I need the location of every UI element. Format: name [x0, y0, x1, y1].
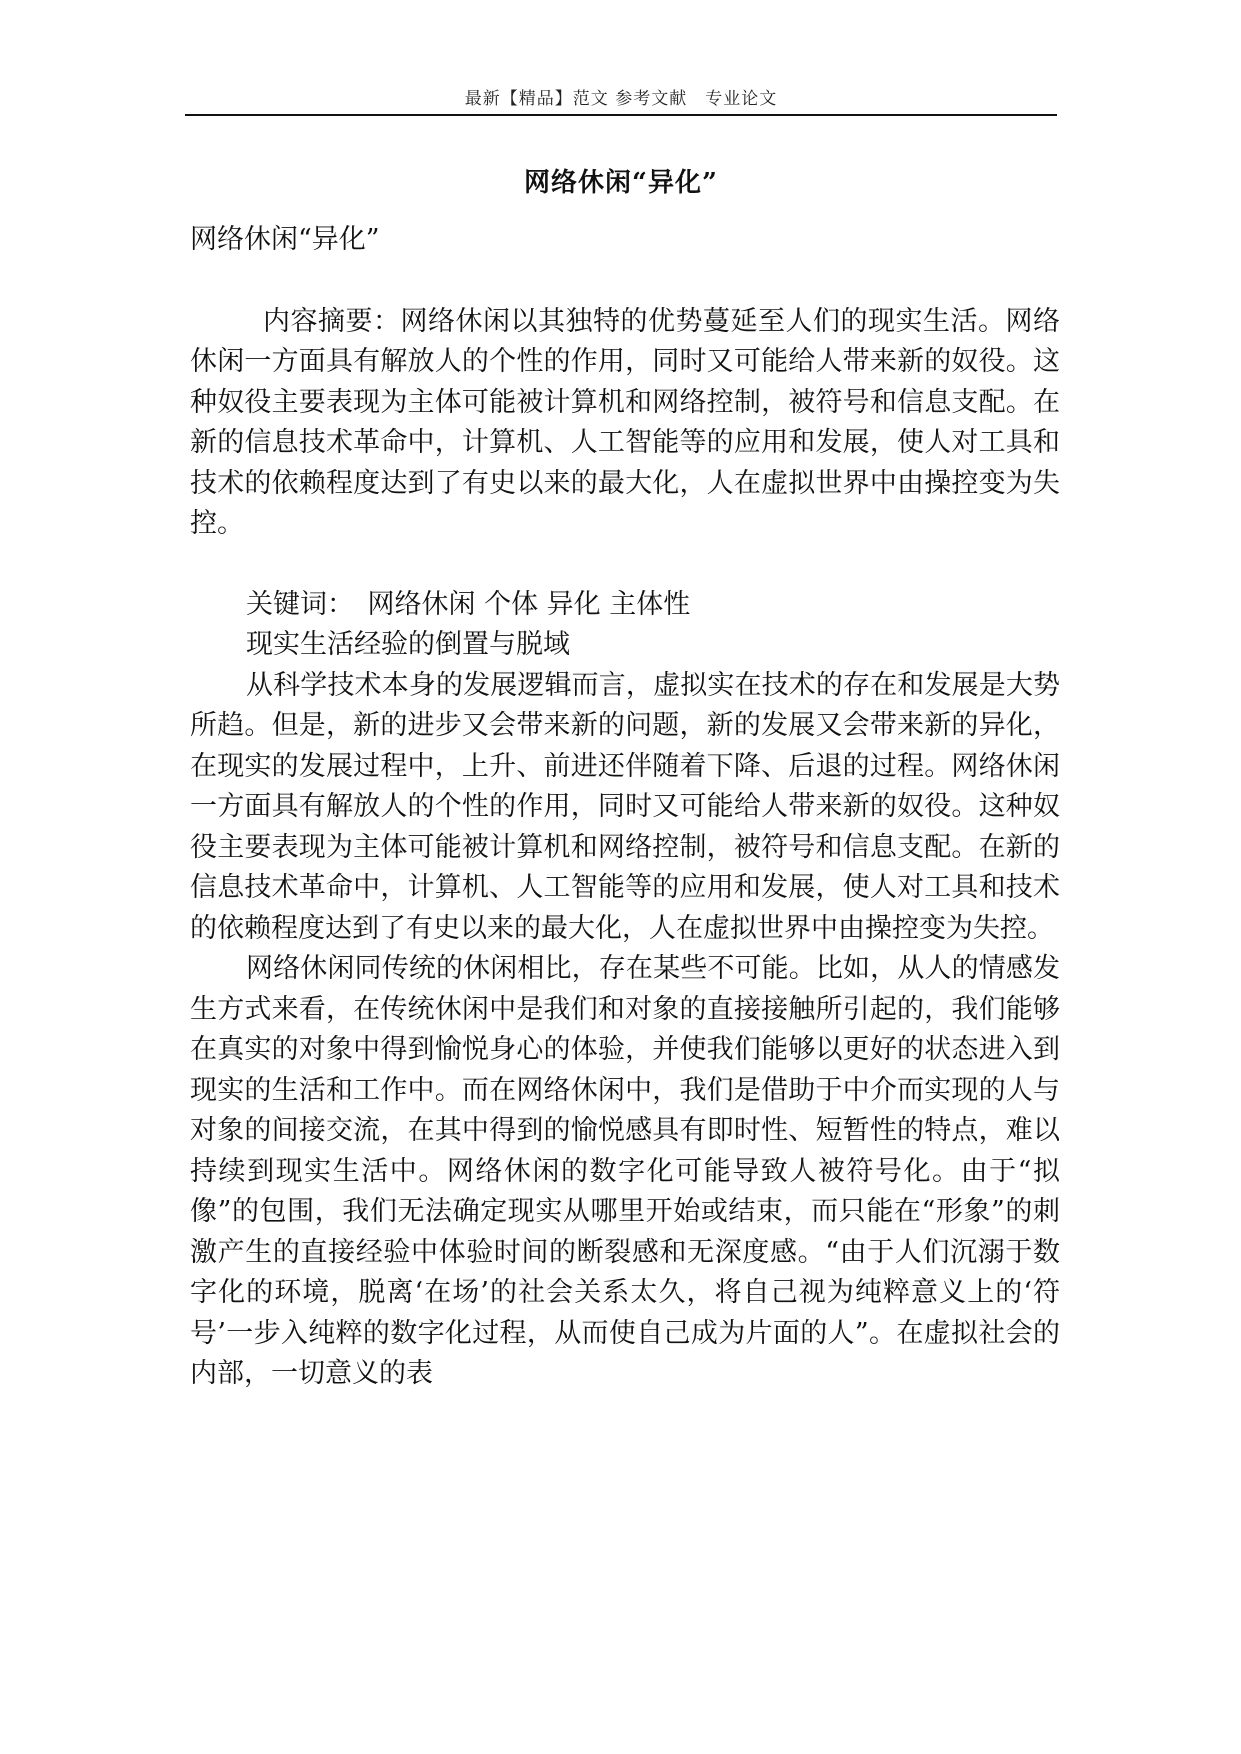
document-subtitle: 网络休闲“异化”: [190, 224, 380, 255]
abstract-paragraph: 内容摘要：网络休闲以其独特的优势蔓延至人们的现实生活。网络休闲一方面具有解放人的个性的作用，同时又可能给人带来新的奴役。这种奴役主要表现为主体可能被计算机和网络控制，被符号和信息支配。在新的信息技术革命中，计算机、人工智能等的应用和发展，使人对工具和技术的依赖程度达到了有史以来的最大化，人在虚拟世界中由操控变为失控。: [190, 305, 1060, 539]
section-heading: 现实生活经验的倒置与脱域: [246, 629, 570, 660]
header-divider: [185, 114, 1057, 116]
body-paragraph: 从科学技术本身的发展逻辑而言，虚拟实在技术的存在和发展是大势所趋。但是，新的进步又会带来新的问题，新的发展又会带来新的异化，在现实的发展过程中，上升、前进还伴随着下降、后退的过程。网络休闲一方面具有解放人的个性的作用，同时又可能给人带来新的奴役。这种奴役主要表现为主体可能被计算机和网络控制，被符号和信息支配。在新的信息技术革命中，计算机、人工智能等的应用和发展，使人对工具和技术的依赖程度达到了有史以来的最大化，人在虚拟世界中由操控变为失控。: [190, 669, 1060, 944]
document-body: [190, 220, 1060, 1395]
page-header: 最新【精品】范文 参考文献 专业论文: [464, 89, 778, 109]
keywords-line: 关键词： 网络休闲 个体 异化 主体性: [246, 588, 691, 620]
document-title: 网络休闲“异化”: [524, 168, 718, 198]
body-paragraph: 网络休闲同传统的休闲相比，存在某些不可能。比如，从人的情感发生方式来看，在传统休闲中是我们和对象的直接接触所引起的，我们能够在真实的对象中得到愉悦身心的体验，并使我们能够以更好的状态进入到现实的生活和工作中。而在网络休闲中，我们是借助于中介而实现的人与对象的间接交流，在其中得到的愉悦感具有即时性、短暂性的特点，难以持续到现实生活中。网络休闲的数字化可能导致人被符号化。由于“拟像”的包围，我们无法确定现实从哪里开始或结束，而只能在“形象”的刺激产生的直接经验中体验时间的断裂感和无深度感。“由于人们沉溺于数字化的环境，脱离‘在场’的社会关系太久，将自己视为纯粹意义上的‘符号’一步入纯粹的数字化过程，从而使自己成为片面的人”。在虚拟社会的内部，一切意义的表: [190, 953, 1060, 1389]
